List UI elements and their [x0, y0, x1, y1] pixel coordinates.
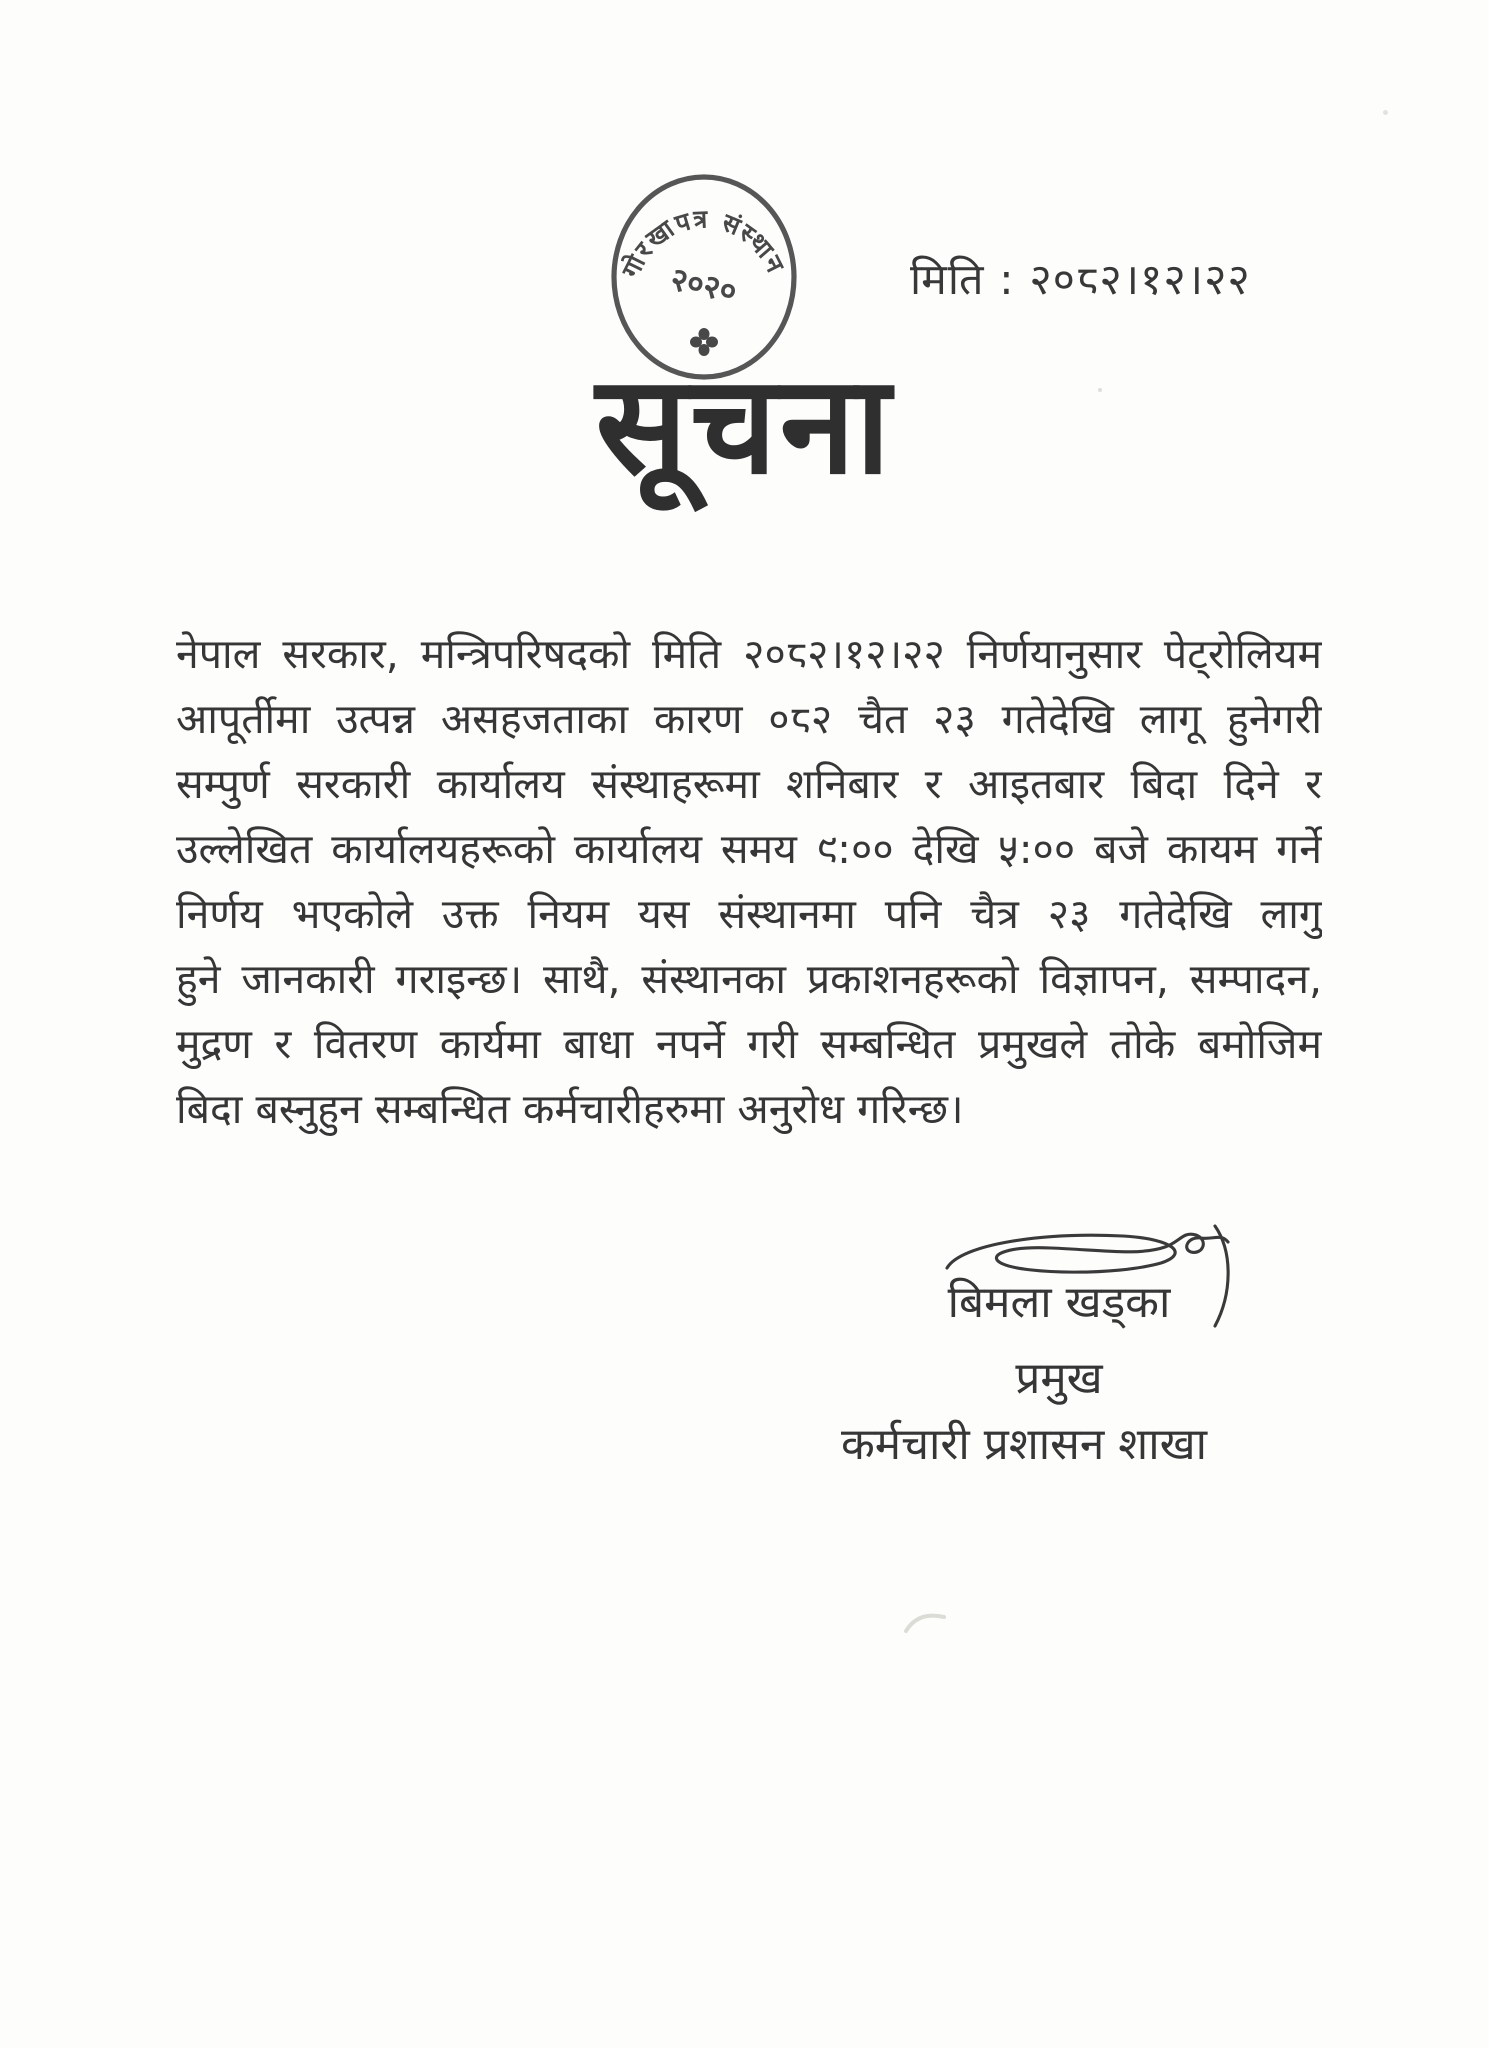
- body-line: सम्पुर्ण सरकारी कार्यालय संस्थाहरूमा शनिबार र आइतबार बिदा दिने र: [176, 760, 1322, 808]
- body-line: आपूर्तीमा उत्पन्न असहजताका कारण ०८२ चैत २३ गतेदेखि लागू हुनेगरी: [176, 695, 1322, 743]
- notice-body: [176, 622, 1322, 1142]
- body-line: हुने जानकारी गराइन्छ। साथै, संस्थानका प्रकाशनहरूको विज्ञापन, सम्पादन,: [176, 955, 1322, 1003]
- body-line: उल्लेखित कार्यालयहरूको कार्यालय समय ९:०० देखि ५:०० बजे कायम गर्ने: [176, 825, 1322, 873]
- body-line: निर्णय भएकोले उक्त नियम यस संस्थानमा पनि चैत्र २३ गतेदेखि लागु: [176, 890, 1322, 938]
- signatory-name: बिमला खड्का: [947, 1277, 1171, 1328]
- notice-date: मिति : २०८२।१२।२२: [910, 255, 1251, 305]
- scan-smudge: [900, 1605, 960, 1645]
- body-line: नेपाल सरकार, मन्त्रिपरिषदको मिति २०८२।१२।२२ निर्णयानुसार पेट्रोलियम: [176, 630, 1322, 678]
- body-line: मुद्रण र वितरण कार्यमा बाधा नपर्ने गरी सम्बन्धित प्रमुखले तोके बमोजिम: [176, 1020, 1322, 1068]
- scan-speck: [1098, 388, 1102, 392]
- body-line: बिदा बस्नुहुन सम्बन्धित कर्मचारीहरुमा अनुरोध गरिन्छ।: [176, 1085, 964, 1133]
- scan-speck: [1383, 110, 1388, 115]
- signatory-department: कर्मचारी प्रशासन शाखा: [840, 1419, 1208, 1470]
- stamp-year: २०२०: [667, 259, 741, 311]
- notice-title: सूचना: [595, 347, 894, 505]
- stamp-org-text: गोरखापत्र संस्थान: [615, 204, 791, 283]
- signatory-designation: प्रमुख: [1015, 1353, 1103, 1404]
